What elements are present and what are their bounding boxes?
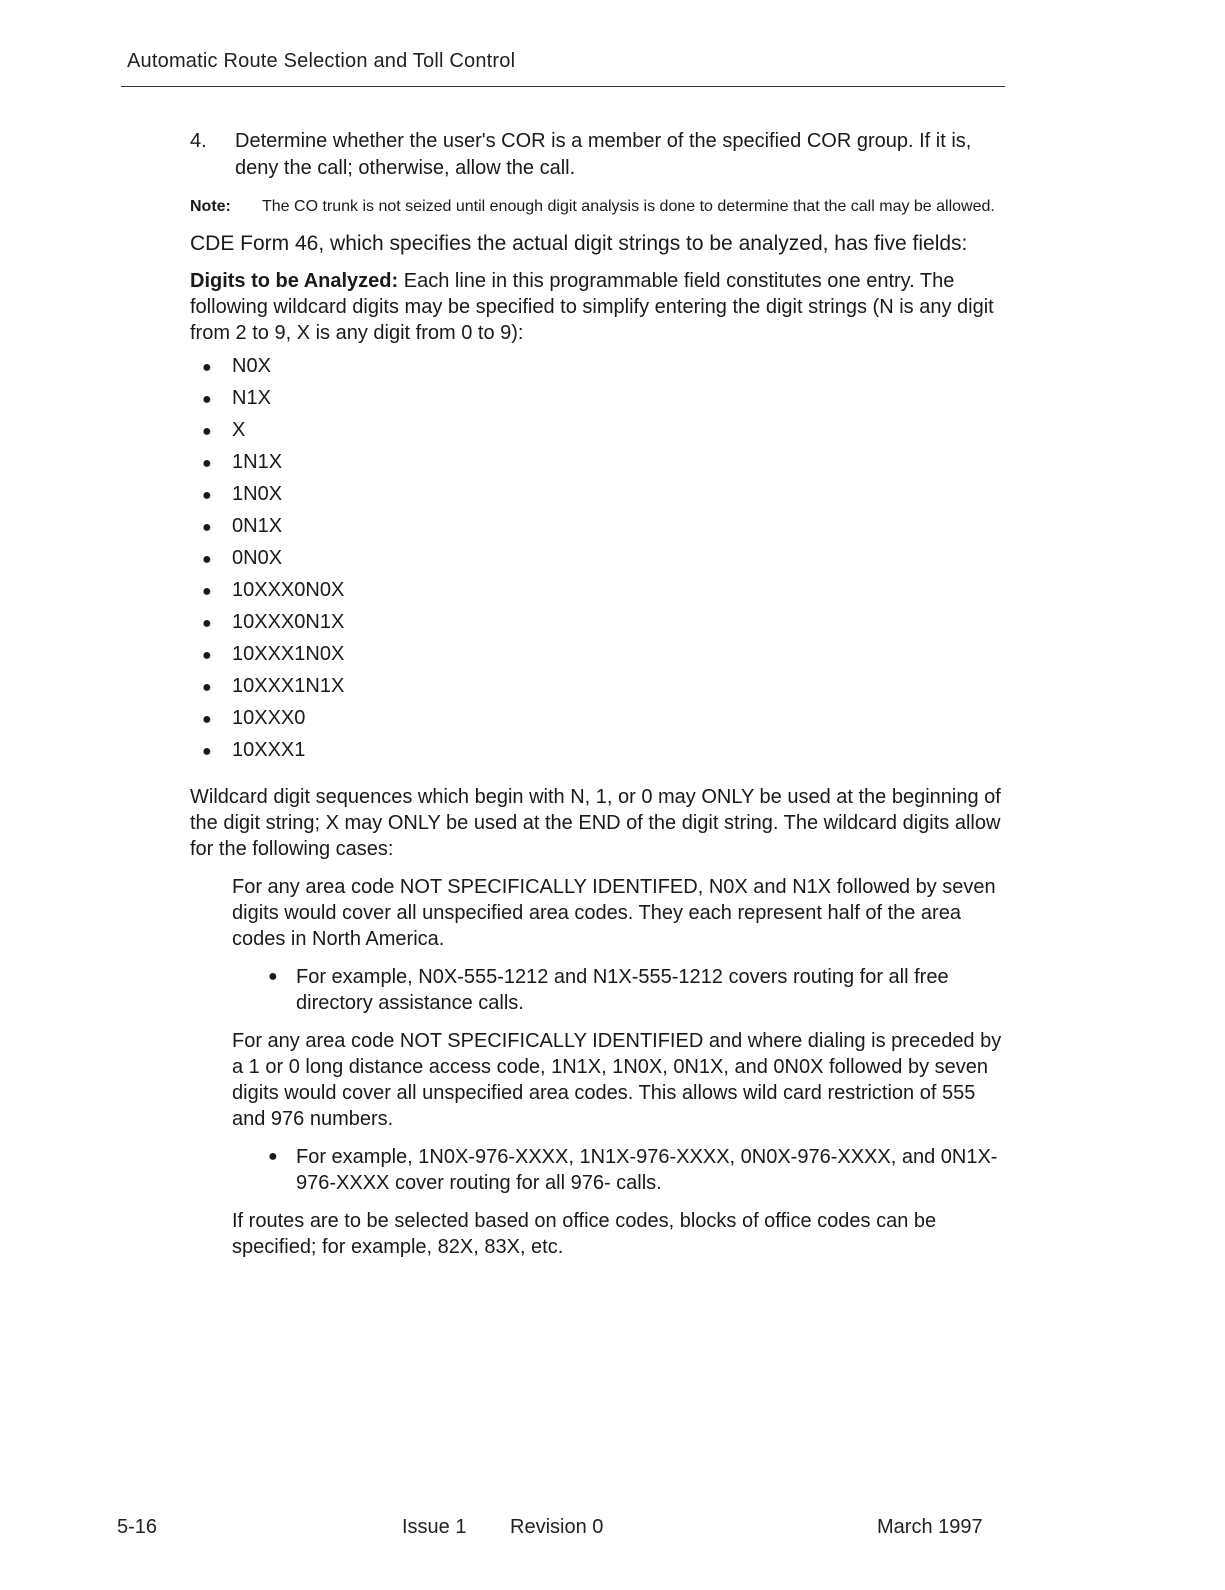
wildcard-pattern: 10XXX1N0X bbox=[232, 643, 345, 665]
note-text: The CO trunk is not seized until enough digit analysis is done to determine that the call may be allowed. bbox=[262, 198, 995, 215]
wildcard-pattern: 10XXX1N1X bbox=[232, 675, 345, 697]
note bbox=[190, 196, 1005, 218]
example-976-calls bbox=[268, 1144, 1005, 1196]
wildcard-pattern: 10XXX0 bbox=[232, 707, 306, 729]
example-text: For example, 1N0X-976-XXXX, 1N1X-976-XXXX, 0N0X-976-XXXX, and 0N1X-976-XXXX cover routing for all 976- calls. bbox=[296, 1146, 998, 1194]
running-header: Automatic Route Selection and Toll Control bbox=[127, 50, 516, 72]
form-intro: CDE Form 46, which specifies the actual digit strings to be analyzed, has five fields: bbox=[190, 232, 968, 255]
wildcard-list bbox=[190, 350, 1005, 766]
bullet-icon: ● bbox=[202, 487, 212, 504]
bullet-icon: ● bbox=[202, 711, 212, 728]
case-long-distance-prefix: For any area code NOT SPECIFICALLY IDENTIFIED and where dialing is preceded by a 1 or 0 long distance access code, 1N1X, 1N0X, 0N1X, and 0N0X followed by seven digits would cover all unspecified area codes. This allows wild card restriction of 555 and 976 numbers. bbox=[232, 1030, 1002, 1130]
bullet-icon: ● bbox=[202, 359, 212, 376]
wildcard-pattern: 1N1X bbox=[232, 451, 283, 473]
list-item bbox=[190, 574, 1005, 606]
list-item bbox=[190, 638, 1005, 670]
list-item bbox=[190, 414, 1005, 446]
step-number: 4. bbox=[190, 130, 207, 152]
bullet-icon: ● bbox=[202, 583, 212, 600]
revision-label: Revision 0 bbox=[510, 1516, 604, 1538]
wildcard-pattern: 10XXX1 bbox=[232, 739, 306, 761]
case-office-codes: If routes are to be selected based on office codes, blocks of office codes can be specified; for example, 82X, 83X, etc. bbox=[232, 1210, 937, 1258]
bullet-icon: ● bbox=[268, 1148, 278, 1165]
bullet-icon: ● bbox=[268, 968, 278, 985]
list-item bbox=[190, 382, 1005, 414]
page-body bbox=[190, 128, 1005, 1260]
wildcard-pattern: 10XXX0N0X bbox=[232, 579, 345, 601]
bullet-icon: ● bbox=[202, 615, 212, 632]
list-item bbox=[190, 702, 1005, 734]
wildcard-pattern: 0N0X bbox=[232, 547, 283, 569]
wildcard-pattern: 0N1X bbox=[232, 515, 283, 537]
list-item bbox=[190, 478, 1005, 510]
digits-field-description bbox=[190, 268, 1005, 346]
bullet-icon: ● bbox=[202, 455, 212, 472]
list-item bbox=[190, 606, 1005, 638]
list-item bbox=[190, 542, 1005, 574]
list-item bbox=[190, 350, 1005, 382]
procedure-step bbox=[190, 128, 1005, 182]
list-item bbox=[190, 734, 1005, 766]
wildcard-rules: Wildcard digit sequences which begin with N, 1, or 0 may ONLY be used at the beginning of the digit string; X may ONLY be used at the END of the digit string. The wildcard digits allow for the following cases: bbox=[190, 786, 1001, 860]
bullet-icon: ● bbox=[202, 519, 212, 536]
step-text: Determine whether the user's COR is a member of the specified COR group. If it is, deny the call; otherwise, allow the call. bbox=[235, 130, 972, 179]
publication-date: March 1997 bbox=[877, 1516, 983, 1538]
bullet-icon: ● bbox=[202, 679, 212, 696]
wildcard-pattern: X bbox=[232, 419, 246, 441]
bullet-icon: ● bbox=[202, 391, 212, 408]
note-label: Note: bbox=[190, 198, 231, 215]
header-rule bbox=[121, 86, 1005, 87]
bullet-icon: ● bbox=[202, 423, 212, 440]
digits-field-label: Digits to be Analyzed: bbox=[190, 270, 399, 292]
issue-label: Issue 1 bbox=[402, 1516, 467, 1538]
case-unspecified-area-code: For any area code NOT SPECIFICALLY IDENTIFED, N0X and N1X followed by seven digits would cover all unspecified area codes. They each represent half of the area codes in North America. bbox=[232, 876, 996, 950]
bullet-icon: ● bbox=[202, 551, 212, 568]
example-text: For example, N0X-555-1212 and N1X-555-1212 covers routing for all free directory assistance calls. bbox=[296, 966, 949, 1014]
list-item bbox=[190, 510, 1005, 542]
bullet-icon: ● bbox=[202, 743, 212, 760]
list-item bbox=[190, 446, 1005, 478]
list-item bbox=[190, 670, 1005, 702]
digits-field-text: Each line in this programmable field constitutes one entry. The following wildcard digits may be specified to simplify entering the digit strings (N is any digit from 2 to 9, X is any digit from 0 to 9): bbox=[190, 270, 994, 344]
wildcard-pattern: N0X bbox=[232, 355, 271, 377]
wildcard-pattern: 1N0X bbox=[232, 483, 283, 505]
wildcard-pattern: N1X bbox=[232, 387, 271, 409]
page-number: 5-16 bbox=[117, 1516, 158, 1538]
wildcard-pattern: 10XXX0N1X bbox=[232, 611, 345, 633]
bullet-icon: ● bbox=[202, 647, 212, 664]
example-directory-assistance bbox=[268, 964, 1005, 1016]
